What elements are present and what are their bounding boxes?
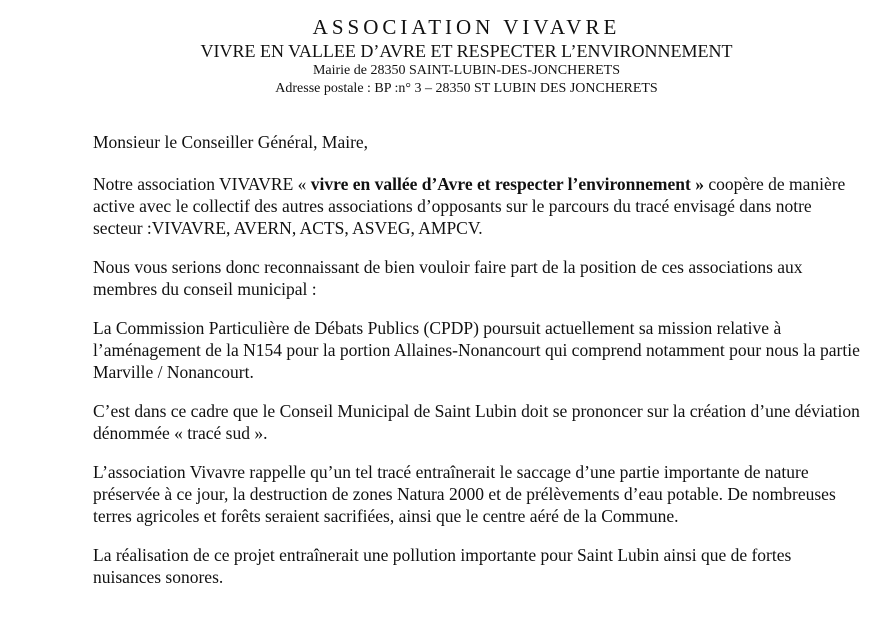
intro-text-end: coopère de manière active avec le collectif des autres associations d’opposants sur le parcours du tracé envisagé dans notre secteur :VIVAVRE, AVERN, ACTS, ASVEG, AMPCV. — [93, 174, 846, 238]
postal-address: Adresse postale : BP :n° 3 – 28350 ST LUBIN DES JONCHERETS — [275, 81, 658, 96]
paragraph-council: C’est dans ce cadre que le Conseil Municipal de Saint Lubin doit se prononcer sur la création d’une déviation dénommée « tracé sud ». — [93, 401, 860, 443]
paragraph-impact: L’association Vivavre rappelle qu’un tel tracé entraînerait le saccage d’une partie importante de nature préservée à ce jour, la destruction de zones Natura 2000 et de prélèvements d’eau potable. De nombreuses terres agricoles et forêts seraient sacrifiées, ainsi que le centre aéré de la Commune. — [93, 462, 836, 526]
paragraph-cpdp: La Commission Particulière de Débats Publics (CPDP) poursuit actuellement sa mission relative à l’aménagement de la N154 pour la portion Allaines-Nonancourt qui comprend notamment pour nous la partie Marville / Nonancourt. — [93, 318, 860, 382]
paragraph-pollution: La réalisation de ce projet entraînerait une pollution importante pour Saint Lubin ainsi que de fortes nuisances sonores. — [93, 545, 792, 587]
letter-body — [93, 131, 863, 605]
intro-text-start: Notre association VIVAVRE « — [93, 174, 311, 194]
association-motto-bold: vivre en vallée d’Avre et respecter l’environnement » — [310, 174, 704, 194]
letterhead — [0, 14, 893, 98]
organization-motto: VIVRE EN VALLEE D’AVRE ET RESPECTER L’ENVIRONNEMENT — [200, 41, 733, 61]
paragraph-request: Nous vous serions donc reconnaissant de bien vouloir faire part de la position de ces associations aux membres du conseil municipal : — [93, 257, 803, 299]
salutation: Monsieur le Conseiller Général, Maire, — [93, 132, 369, 152]
mairie-address: Mairie de 28350 SAINT-LUBIN-DES-JONCHERETS — [312, 63, 621, 78]
paragraph-association-intro — [93, 173, 863, 239]
organization-name: ASSOCIATION VIVAVRE — [312, 15, 621, 39]
